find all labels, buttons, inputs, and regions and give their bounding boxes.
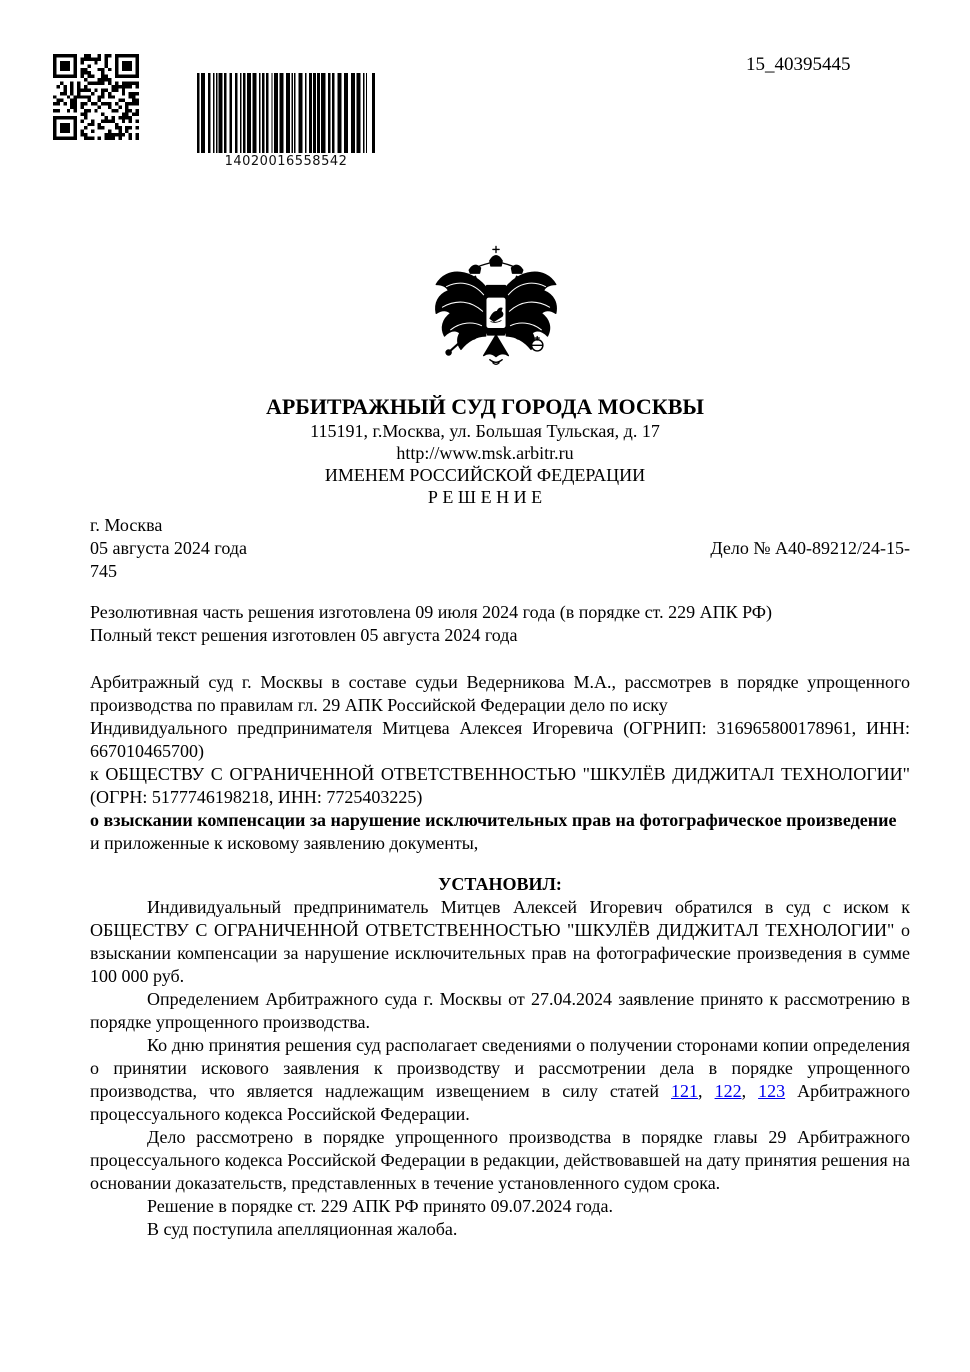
russia-coat-of-arms-icon (428, 238, 564, 366)
paragraph: Ко дню принятия решения суд располагает сведениями о получении сторонами копии определения о принятии искового заявления к производству и рассмотрении дела в порядке упрощенного производства, что является надлежащим извещением в силу статей 121, 122, 123 Арбитражного процессуального кодекса Российской Федерации. (90, 1035, 911, 1124)
court-website: http://www.msk.arbitr.ru (396, 443, 574, 463)
article-link[interactable]: 123 (758, 1081, 786, 1101)
established-paragraphs (90, 896, 910, 1241)
dates-block (90, 601, 910, 647)
document-number: 15_40395445 (746, 54, 851, 75)
article-link[interactable]: 121 (671, 1081, 699, 1101)
qr-code-svg (53, 53, 139, 141)
resolutive-date-line: Резолютивная часть решения изготовлена 09 июля 2024 года (в порядке ст. 229 АПК РФ) (90, 602, 772, 622)
decision-heading: Р Е Ш Е Н И Е (427, 487, 543, 507)
in-the-name-line: ИМЕНЕМ РОССИЙСКОЙ ФЕДЕРАЦИИ (324, 465, 646, 485)
case-number-line2: 745 (90, 561, 117, 581)
barcode-block (197, 73, 375, 169)
intro-defendant: к ОБЩЕСТВУ С ОГРАНИЧЕННОЙ ОТВЕТСТВЕННОСТЬЮ "ШКУЛЁВ ДИДЖИТАЛ ТЕХНОЛОГИИ" (ОГРН: 5177746198218, ИНН: 7725403225) (90, 764, 910, 807)
paragraph: Индивидуальный предприниматель Митцев Алексей Игоревич обратился в суд с иском к ОБЩЕСТВУ С ОГРАНИЧЕННОЙ ОТВЕТСТВЕННОСТЬЮ "ШКУЛЁВ ДИДЖИТАЛ ТЕХНОЛОГИИ" о взыскании компенсации за нарушение исключительных прав на фотографические произведения в сумме 100 000 руб. (90, 897, 910, 986)
qr-code-icon (53, 53, 139, 141)
intro-plaintiff: Индивидуального предпринимателя Митцева Алексея Игоревича (ОГРНИП: 316965800178961, ИНН: 667010465700) (90, 718, 910, 761)
case-city: г. Москва (90, 515, 163, 535)
paragraph: В суд поступила апелляционная жалоба. (147, 1219, 458, 1239)
paragraph: Решение в порядке ст. 229 АПК РФ принято 09.07.2024 года. (147, 1196, 614, 1216)
court-name: АРБИТРАЖНЫЙ СУД ГОРОДА МОСКВЫ (265, 394, 705, 419)
paragraph: Определением Арбитражного суда г. Москвы от 27.04.2024 заявление принято к рассмотрению в порядке упрощенного производства. (90, 989, 910, 1032)
document-body (90, 514, 910, 1241)
article-link[interactable]: 122 (714, 1081, 742, 1101)
barcode-svg (197, 73, 375, 153)
case-date-row (90, 537, 910, 560)
established-heading: УСТАНОВИЛ: (438, 874, 562, 894)
case-number-line1: Дело № А40-89212/24-15- (710, 538, 910, 558)
intro-subject: о взыскании компенсации за нарушение исключительных прав на фотографическое произведение (90, 810, 897, 830)
paragraph: Дело рассмотрено в порядке упрощенного производства в порядке главы 29 Арбитражного процессуального кодекса Российской Федерации в редакции, действовавшей на дату принятия решения на основании доказательств, представленных в течение установленного судом срока. (90, 1127, 910, 1193)
intro-block (90, 671, 910, 855)
intro-composition: Арбитражный суд г. Москвы в составе судьи Ведерникова М.А., рассмотрев в порядке упрощенного производства по правилам гл. 29 АПК Российской Федерации дело по иску (90, 672, 910, 715)
barcode-icon (197, 73, 375, 153)
intro-attachments: и приложенные к исковому заявлению документы, (90, 833, 479, 853)
full-text-date-line: Полный текст решения изготовлен 05 августа 2024 года (90, 625, 518, 645)
court-address: 115191, г.Москва, ул. Большая Тульская, д. 17 (310, 421, 660, 441)
barcode-number: 14020016558542 (224, 154, 348, 169)
document-header (0, 393, 970, 508)
case-date: 05 августа 2024 года (90, 538, 247, 558)
